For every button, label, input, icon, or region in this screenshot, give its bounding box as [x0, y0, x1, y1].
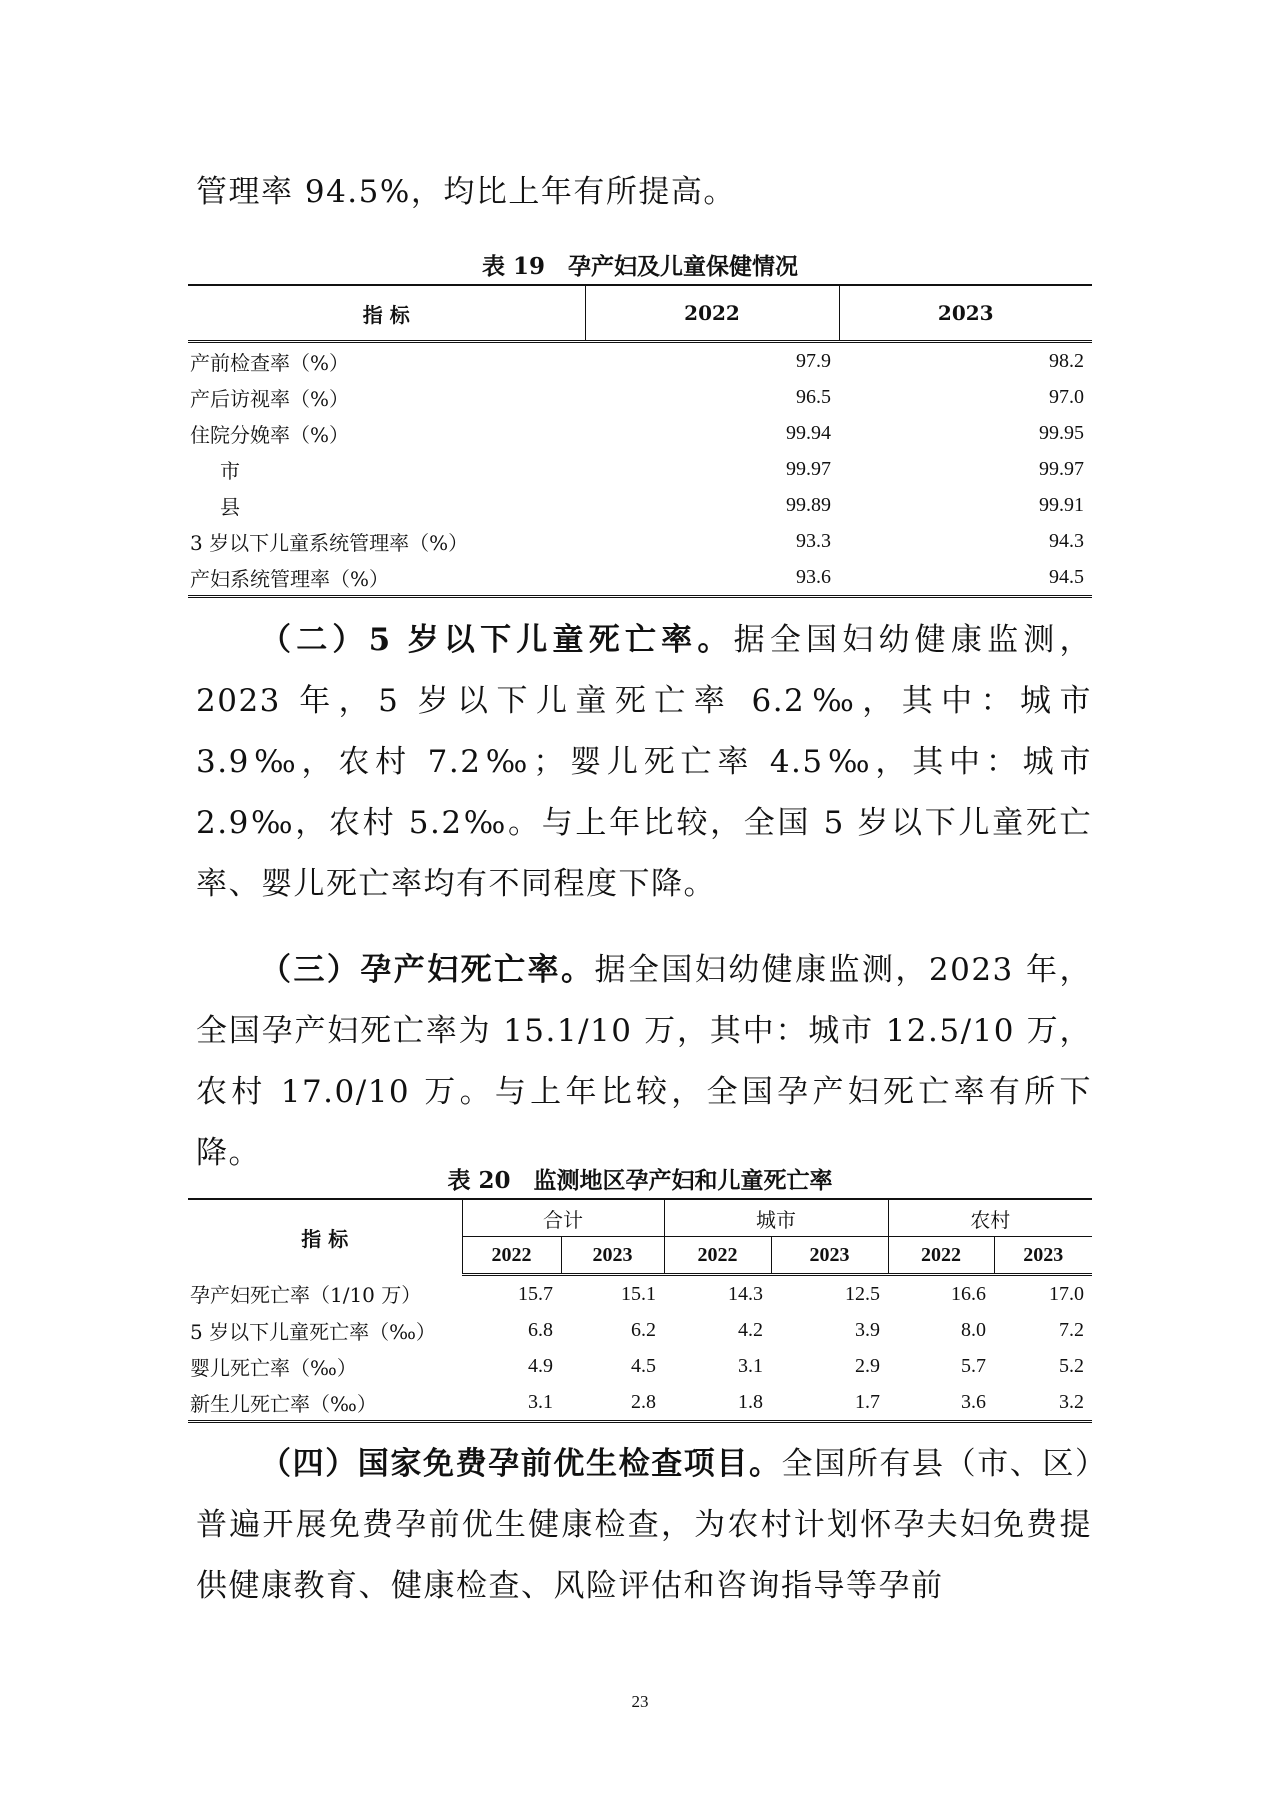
cell-value: 1.7: [771, 1384, 888, 1422]
table19: [188, 284, 1092, 598]
cell-value: 15.1: [621, 1282, 656, 1305]
table19-header-row: [188, 285, 1092, 342]
row-label: 5 岁以下儿童死亡率（‰）: [190, 1319, 436, 1344]
section3-paragraph: [196, 940, 1092, 1184]
row-label: 市: [220, 458, 240, 483]
section4-paragraph: [196, 1434, 1092, 1617]
row-label: 住院分娩率（%）: [190, 422, 350, 447]
table-row: [188, 342, 1092, 380]
cell-value: 12.5: [845, 1282, 880, 1305]
value-2022: 96.5: [796, 385, 831, 408]
cell-value: 14.3: [728, 1282, 763, 1305]
cell-value: 4.9: [528, 1354, 553, 1377]
table20-group-urban: 城市: [664, 1199, 888, 1237]
cell-value: 1.8: [664, 1384, 771, 1422]
table20-header-indicator: 指 标: [188, 1199, 462, 1275]
table-row: [188, 487, 1092, 523]
table20: [188, 1198, 1092, 1423]
row-label: 产后访视率（%）: [190, 386, 350, 411]
table20-year-header: 2023: [561, 1237, 664, 1275]
row-label: 婴儿死亡率（‰）: [190, 1355, 357, 1380]
table19-caption: 表 19 孕产妇及儿童保健情况: [481, 253, 798, 280]
table20-caption: 表 20 监测地区孕产妇和儿童死亡率: [447, 1167, 833, 1194]
table-row: [188, 451, 1092, 487]
row-label: 新生儿死亡率（‰）: [188, 1384, 462, 1422]
table-row: [188, 1384, 1092, 1422]
section4-heading: （四）国家免费孕前优生检查项目。: [260, 1446, 782, 1482]
table20-year-header: 2022: [462, 1237, 561, 1275]
table-row: [188, 379, 1092, 415]
value-2022: 99.94: [786, 421, 831, 444]
cell-value: 6.2: [631, 1318, 656, 1341]
cell-value: 6.8: [528, 1318, 553, 1341]
table19-header-indicator: 指 标: [188, 285, 585, 342]
cell-value: 4.5: [631, 1354, 656, 1377]
cell-value: 17.0: [1049, 1282, 1084, 1305]
section4-body: 全国所有县（市、区）普遍开展免费孕前优生健康检查，为农村计划怀孕夫妇免费提供健康教育、健康检查、风险评估和咨询指导等孕前: [196, 1446, 1093, 1604]
table-row: [188, 1348, 1092, 1384]
table-row: [188, 1275, 1092, 1313]
cell-value: 2.8: [561, 1384, 664, 1422]
table-row: [188, 415, 1092, 451]
value-2023: 98.2: [1049, 349, 1084, 372]
table-row: [188, 523, 1092, 559]
row-label: 3 岁以下儿童系统管理率（%）: [190, 530, 469, 555]
section2-body: 据全国妇幼健康监测，2023 年，5 岁以下儿童死亡率 6.2‰，其中：城市 3.9‰，农村 7.2‰；婴儿死亡率 4.5‰，其中：城市 2.9‰，农村 5.2‰。与上年比较，全国 5 岁以下儿童死亡率、婴儿死亡率均有不同程度下降。: [196, 622, 1093, 902]
cell-value: 2.9: [855, 1354, 880, 1377]
cell-value: 3.1: [462, 1384, 561, 1422]
table20-group-row: [188, 1199, 1092, 1237]
page-number: 23: [631, 1692, 649, 1711]
value-2023: 94.5: [839, 559, 1092, 597]
table20-year-header: 2022: [664, 1237, 771, 1275]
value-2023: 99.95: [1039, 421, 1084, 444]
value-2023: 99.97: [1039, 457, 1084, 480]
section2-paragraph: [196, 610, 1092, 915]
table20-year-header: 2023: [771, 1237, 888, 1275]
value-2023: 97.0: [1049, 385, 1084, 408]
table19-header-2023: 2023: [839, 285, 1092, 342]
cell-value: 8.0: [961, 1318, 986, 1341]
table20-year-header: 2022: [888, 1237, 994, 1275]
table20-year-header: 2023: [994, 1237, 1092, 1275]
table-row: [188, 1312, 1092, 1348]
value-2022: 97.9: [796, 349, 831, 372]
cell-value: 3.9: [855, 1318, 880, 1341]
table19-header-2022: 2022: [585, 285, 839, 342]
value-2023: 94.3: [1049, 529, 1084, 552]
cell-value: 16.6: [951, 1282, 986, 1305]
table20-group-total: 合计: [462, 1199, 664, 1237]
value-2023: 99.91: [1039, 493, 1084, 516]
value-2022: 93.3: [796, 529, 831, 552]
cell-value: 5.2: [1059, 1354, 1084, 1377]
cell-value: 5.7: [961, 1354, 986, 1377]
section3-body: 据全国妇幼健康监测，2023 年，全国孕产妇死亡率为 15.1/10 万，其中：城市 12.5/10 万，农村 17.0/10 万。与上年比较，全国孕产妇死亡率有所下降。: [196, 952, 1093, 1171]
table-row: [188, 559, 1092, 597]
cell-value: 3.6: [888, 1384, 994, 1422]
section2-heading: （二）5 岁以下儿童死亡率。: [260, 622, 734, 658]
intro-paragraph: 管理率 94.5%，均比上年有所提高。: [196, 174, 736, 210]
cell-value: 15.7: [518, 1282, 553, 1305]
row-label: 产妇系统管理率（%）: [188, 559, 585, 597]
value-2022: 99.97: [786, 457, 831, 480]
row-label: 县: [220, 494, 240, 519]
row-label: 产前检查率（%）: [190, 350, 350, 375]
cell-value: 3.1: [738, 1354, 763, 1377]
cell-value: 4.2: [738, 1318, 763, 1341]
section3-heading: （三）孕产妇死亡率。: [260, 952, 595, 988]
cell-value: 3.2: [994, 1384, 1092, 1422]
cell-value: 7.2: [1059, 1318, 1084, 1341]
row-label: 孕产妇死亡率（1/10 万）: [190, 1282, 422, 1307]
value-2022: 99.89: [786, 493, 831, 516]
value-2022: 93.6: [585, 559, 839, 597]
table20-group-rural: 农村: [888, 1199, 1092, 1237]
